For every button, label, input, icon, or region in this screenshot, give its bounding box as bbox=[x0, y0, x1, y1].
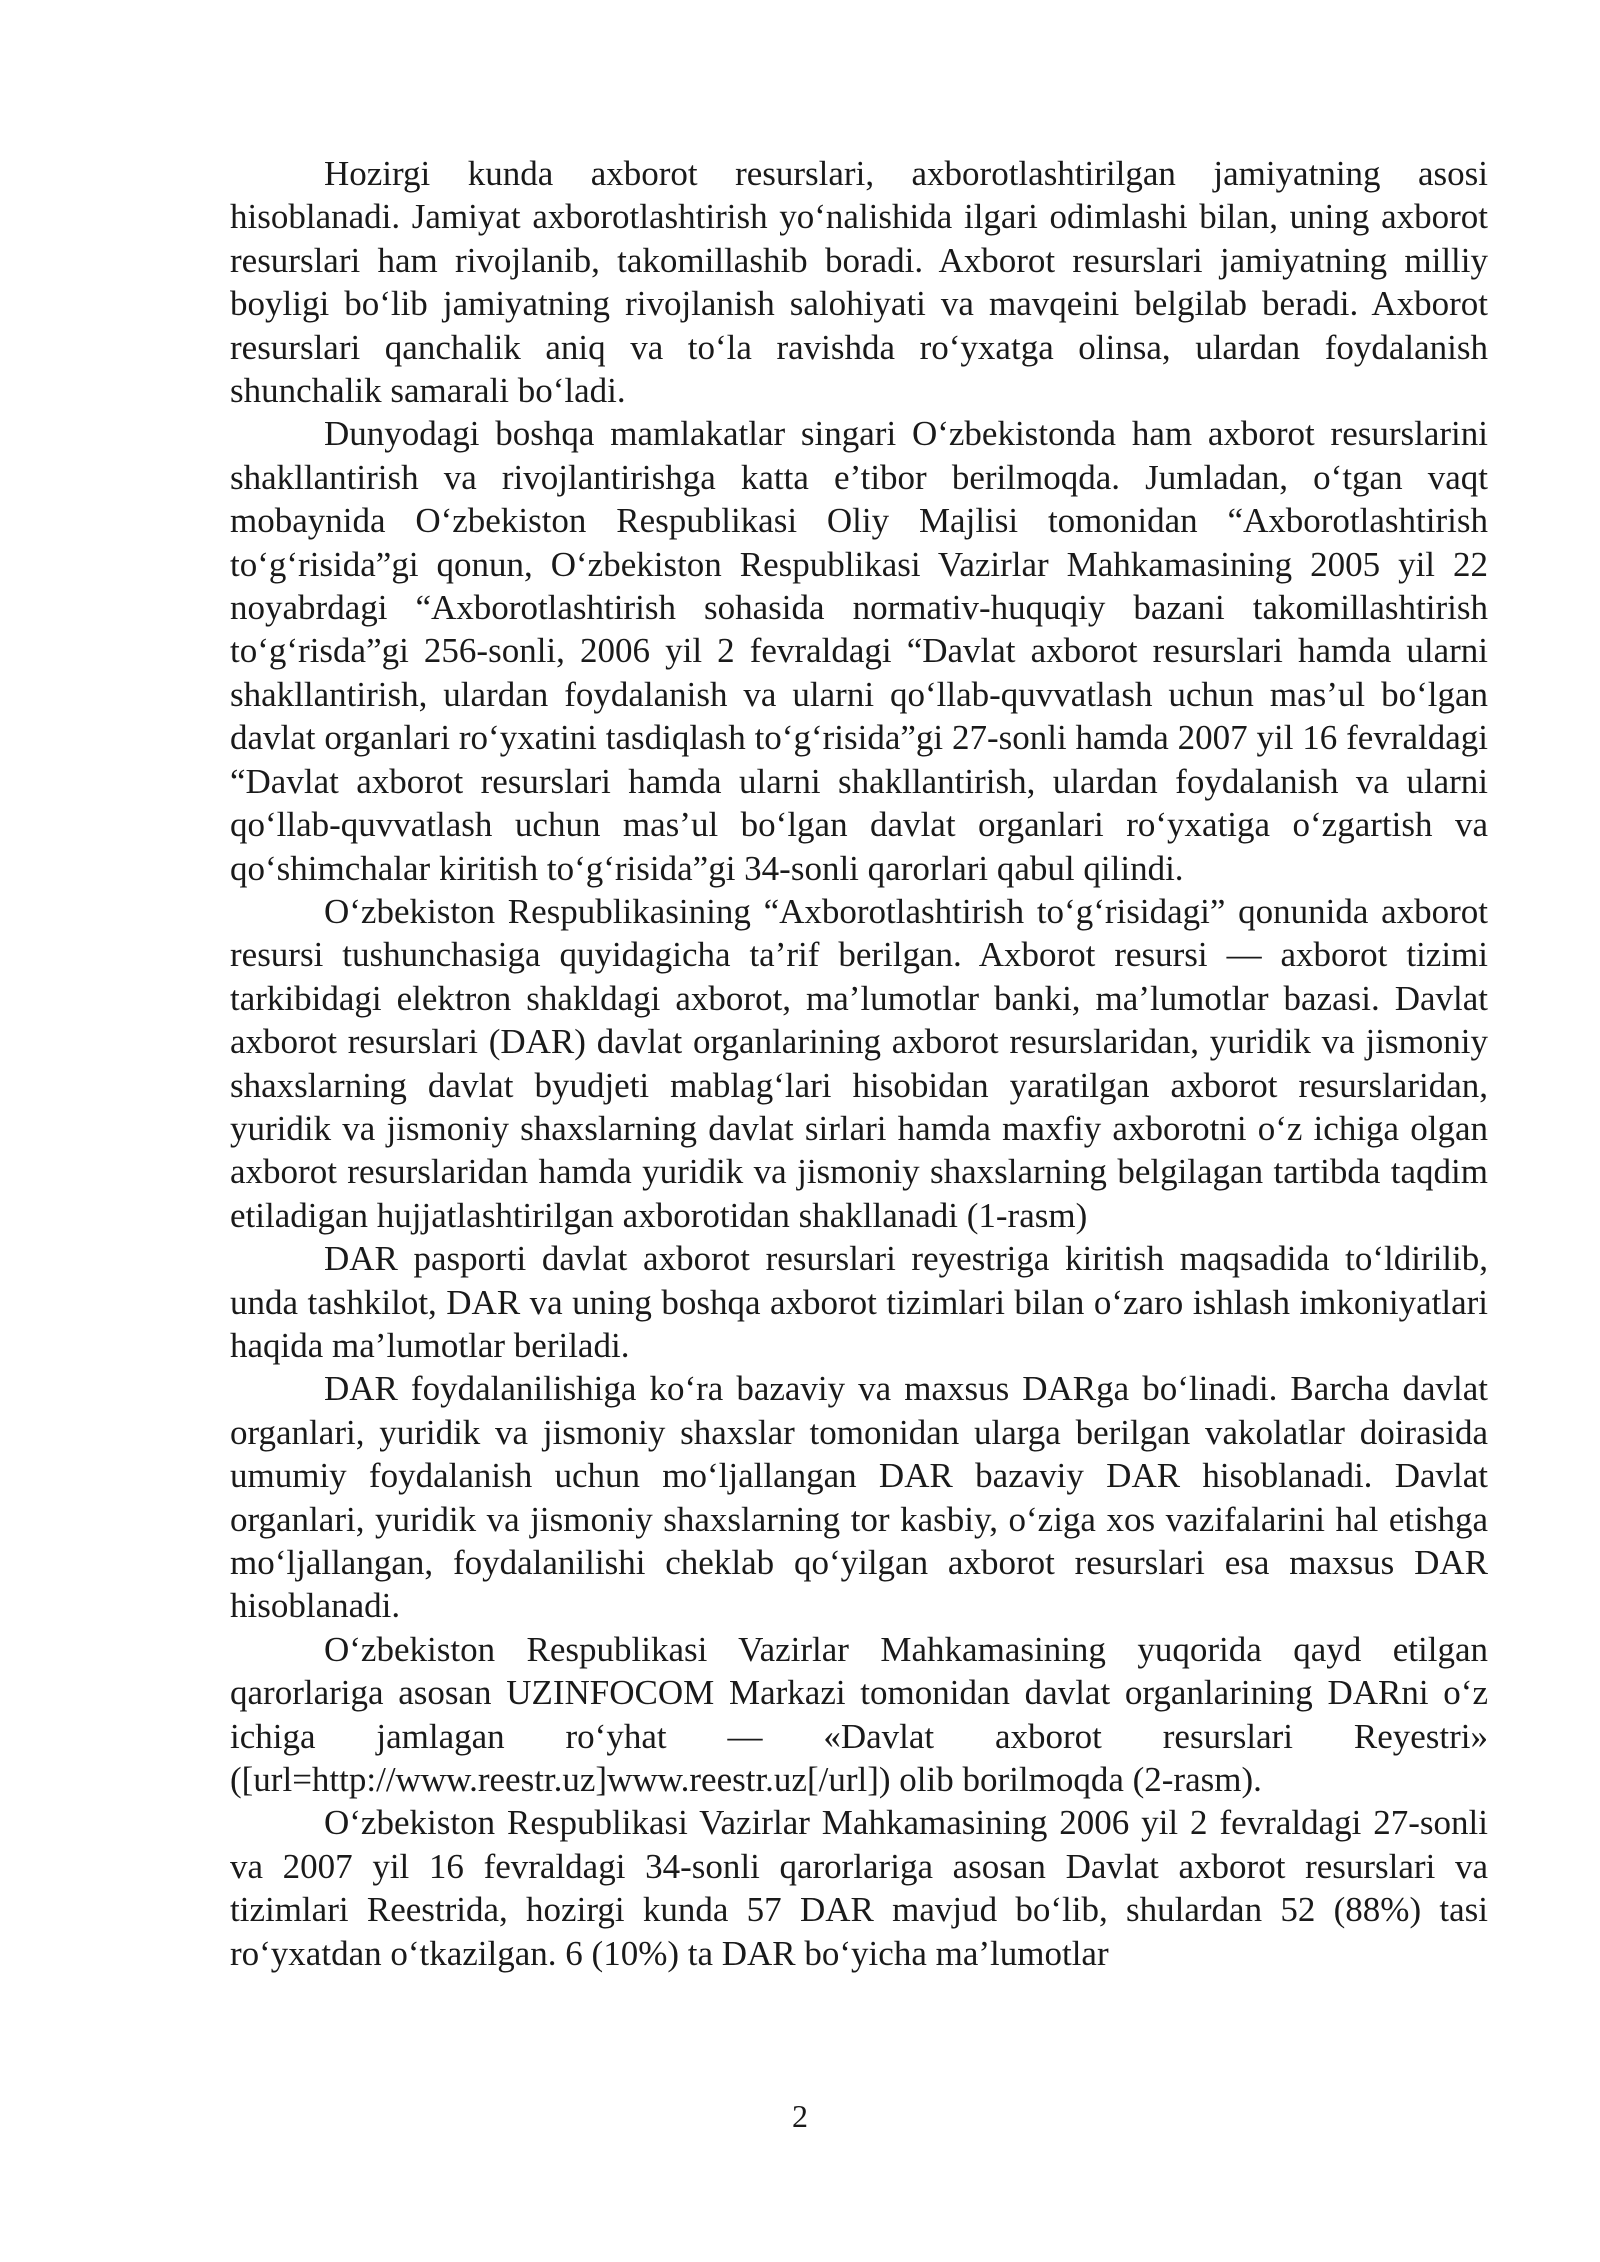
page-number: 2 bbox=[792, 2098, 808, 2134]
document-body bbox=[230, 152, 1488, 1975]
paragraph: Hozirgi kunda axborot resurslari, axborotlashtirilgan jamiyatning asosi hisoblanadi. Jamiyat axborotlashtirish yo‘nalishida ilgari odimlashi bilan, uning axborot resurslari ham rivojlanib, takomillashib boradi. Axborot resurslari jamiyatning milliy boyligi bo‘lib jamiyatning rivojlanish salohiyati va mavqeini belgilab beradi. Axborot resurslari qanchalik aniq va to‘la ravishda ro‘yxatga olinsa, ulardan foydalanish shunchalik samarali bo‘ladi. bbox=[230, 154, 1488, 411]
paragraph: O‘zbekiston Respublikasining “Axborotlashtirish to‘g‘risidagi” qonunida axborot resursi tushunchasiga quyidagicha ta’rif berilgan. Axborot resursi — axborot tizimi tarkibidagi elektron shakldagi axborot, ma’lumotlar banki, ma’lumotlar bazasi. Davlat axborot resurslari (DAR) davlat organlarining axborot resurslaridan, yuridik va jismoniy shaxslarning davlat byudjeti mablag‘lari hisobidan yaratilgan axborot resurslaridan, yuridik va jismoniy shaxslarning davlat sirlari hamda maxfiy axborotni o‘z ichiga olgan axborot resurslaridan hamda yuridik va jismoniy shaxslarning belgilagan tartibda taqdim etiladigan hujjatlashtirilgan axborotidan shakllanadi (1-rasm) bbox=[230, 891, 1488, 1235]
paragraph: O‘zbekiston Respublikasi Vazirlar Mahkamasining yuqorida qayd etilgan qarorlariga asosan UZINFOCOM Markazi tomonidan davlat organlarining DARni o‘z ichiga jamlagan ro‘yhat — «Davlat axborot resurslari Reyestri» ([url=http://www.reestr.uz]www.reestr.uz[/url]) olib borilmoqda (2-rasm). bbox=[230, 1629, 1488, 1800]
paragraph: O‘zbekiston Respublikasi Vazirlar Mahkamasining 2006 yil 2 fevraldagi 27-sonli va 2007 yil 16 fevraldagi 34-sonli qarorlariga asosan Davlat axborot resurslari va tizimlari Reestrida, hozirgi kunda 57 DAR mavjud bo‘lib, shulardan 52 (88%) tasi ro‘yxatdan o‘tkazilgan. 6 (10%) ta DAR bo‘yicha ma’lumotlar bbox=[230, 1803, 1488, 1973]
paragraph: DAR foydalanilishiga ko‘ra bazaviy va maxsus DARga bo‘linadi. Barcha davlat organlari, yuridik va jismoniy shaxslar tomonidan ularga berilgan vakolatlar doirasida umumiy foydalanish uchun mo‘ljallangan DAR bazaviy DAR hisoblanadi. Davlat organlari, yuridik va jismoniy shaxslarning tor kasbiy, o‘ziga xos vazifalarini hal etishga mo‘ljallangan, foydalanilishi cheklab qo‘yilgan axborot resurslari esa maxsus DAR hisoblanadi. bbox=[230, 1369, 1488, 1626]
paragraph: Dunyodagi boshqa mamlakatlar singari O‘zbekistonda ham axborot resurslarini shakllantirish va rivojlantirishga katta e’tibor berilmoqda. Jumladan, o‘tgan vaqt mobaynida O‘zbekiston Respublikasi Oliy Majlisi tomonidan “Axborotlashtirish to‘g‘risida”gi qonun, O‘zbekiston Respublikasi Vazirlar Mahkamasining 2005 yil 22 noyabrdagi “Axborotlashtirish sohasida normativ-huquqiy bazani takomillashtirish to‘g‘risda”gi 256-sonli, 2006 yil 2 fevraldagi “Davlat axborot resurslari hamda ularni shakllantirish, ulardan foydalanish va ularni qo‘llab-quvvatlash uchun mas’ul bo‘lgan davlat organlari ro‘yxatini tasdiqlash to‘g‘risida”gi 27-sonli hamda 2007 yil 16 fevraldagi “Davlat axborot resurslari hamda ularni shakllantirish, ulardan foydalanish va ularni qo‘llab-quvvatlash uchun mas’ul bo‘lgan davlat organlari ro‘yxatiga o‘zgartish va qo‘shimchalar kiritish to‘g‘risida”gi 34-sonli qarorlari qabul qilindi. bbox=[230, 414, 1488, 888]
paragraph: DAR pasporti davlat axborot resurslari reyestriga kiritish maqsadida to‘ldirilib, unda tashkilot, DAR va uning boshqa axborot tizimlari bilan o‘zaro ishlash imkoniyatlari haqida ma’lumotlar beriladi. bbox=[230, 1239, 1488, 1365]
